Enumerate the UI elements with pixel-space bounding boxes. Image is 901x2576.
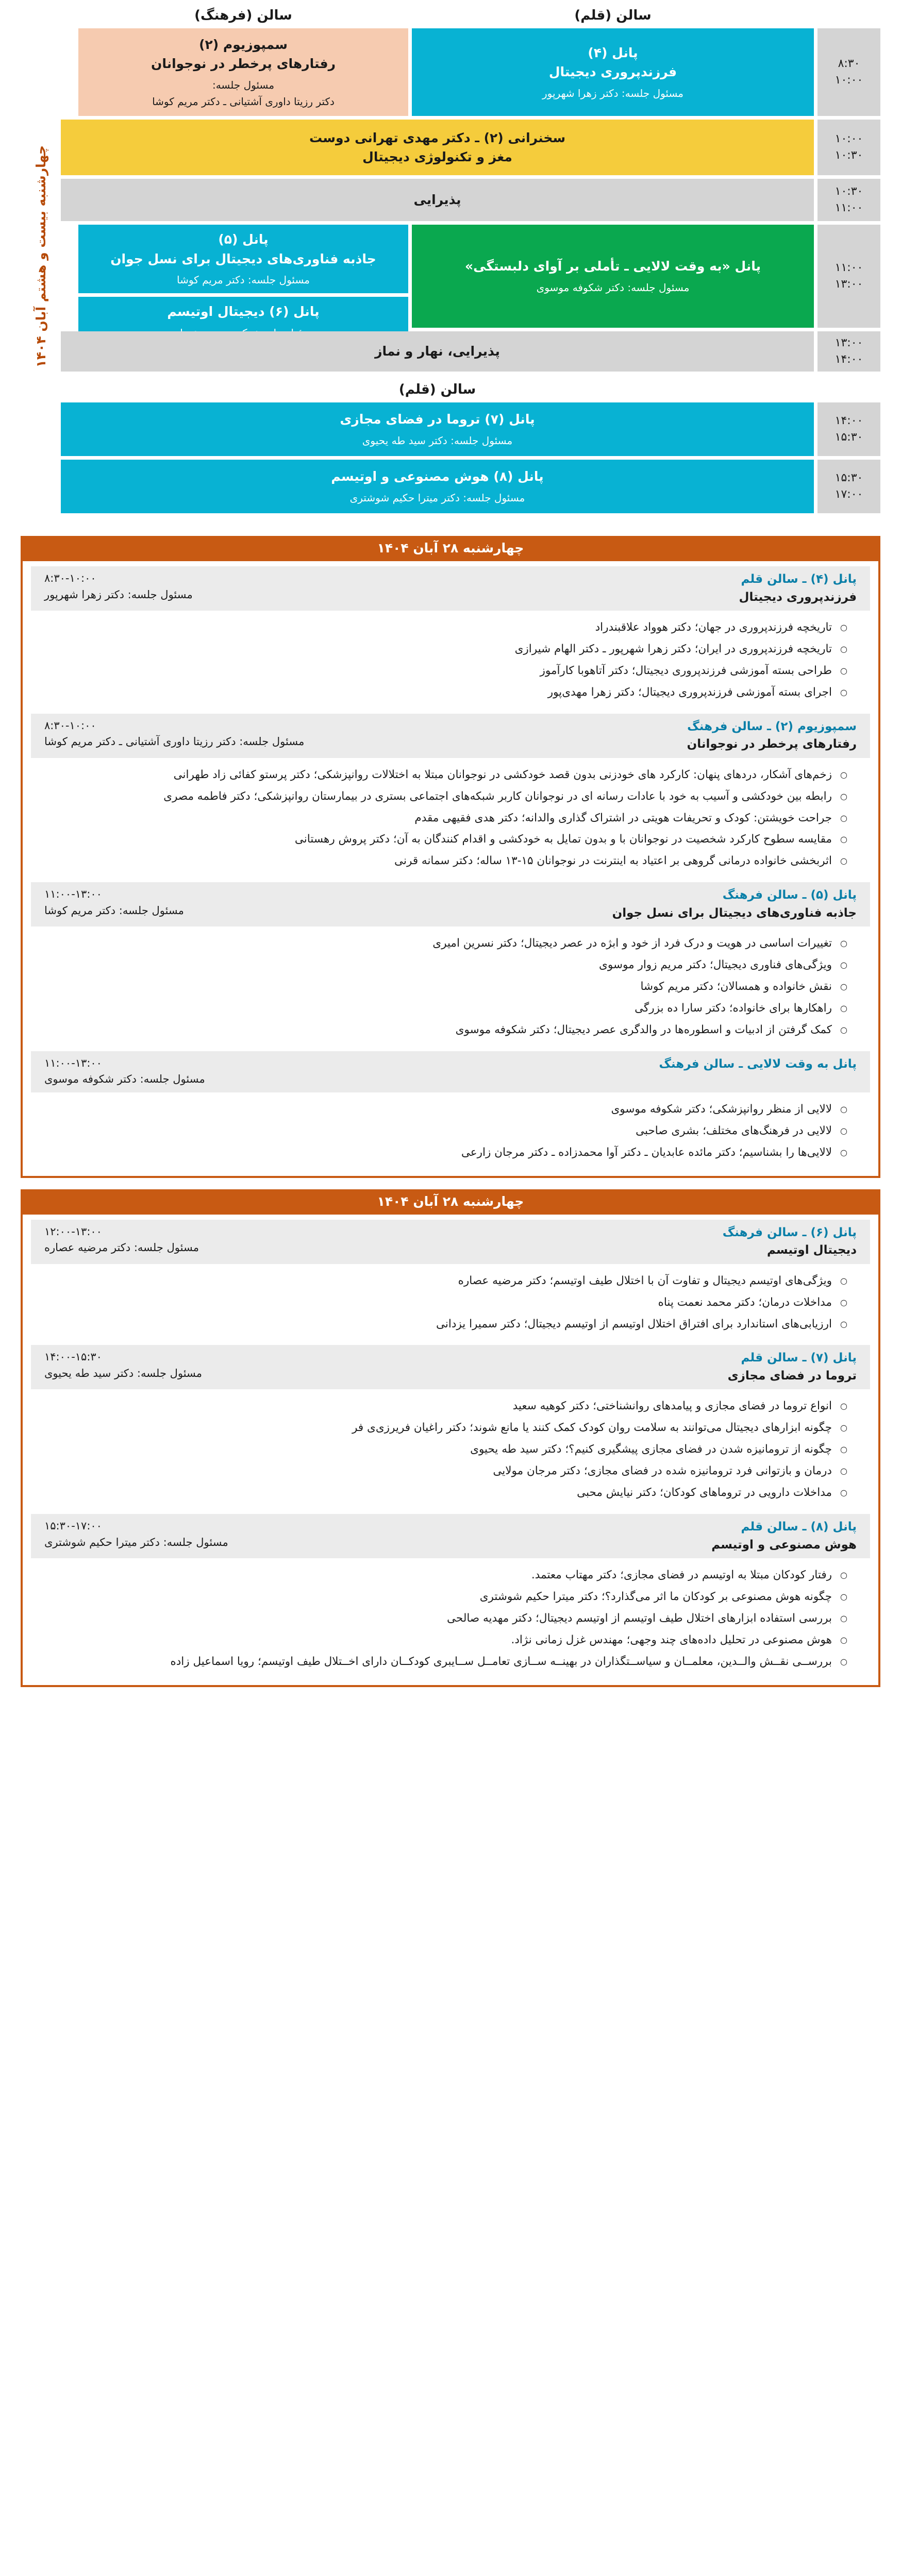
detail-section-2 [21,1189,880,1687]
detail-section-2-body [23,1220,878,1685]
panel-header [31,1051,870,1092]
detail-panel [23,1514,878,1678]
panel-chair: مسئول جلسه: دکتر شکوفه موسوی [44,1073,205,1086]
session-culture-panel5 [78,225,408,293]
time-to: ۱۰:۳۰ [835,149,863,162]
panel-header-left [44,570,193,603]
panel-time: ۱۱:۰۰-۱۳:۰۰ [44,888,102,901]
session-title: پذیرایی [413,192,461,208]
panel-header [31,566,870,611]
hall-header-culture: سالن (فرهنگ) [194,8,292,23]
panel-title: پانل (۶) ـ سالن فرهنگ [722,1225,857,1239]
session-title: پانل (۴) [588,45,638,60]
schedule-row-1 [61,28,880,116]
panel-time: ۱۲:۰۰-۱۳:۰۰ [44,1225,102,1238]
panel-header [31,1220,870,1264]
panel-title: پانل به وقت لالایی ـ سالن فرهنگ [659,1057,857,1071]
session-subtitle: مغز و تکنولوژی دیجیتال [362,149,512,164]
list-item: ○ زخم‌های آشکار، دردهای پنهان: کارکرد های خودزنی بدون قصد خودکشی در نوجوانان مبتلا به اختلالات روانپزشکی؛ دکتر پرستو کفائی زاد طهرانی [54,764,847,786]
list-item: ○ رابطه بین خودکشی و آسیب به خود با عادات رسانه ای در نوجوانان کاربر شبکه‌های اجتماعی بستری در بیمارستان روانپزشکی؛ دکتر فاطمه مصری [54,786,847,807]
session-lunch [61,331,814,372]
list-item: ○ لالایی‌ها را بشناسیم؛ دکتر مائده عابدیان ـ دکتر آوا محمدزاده ـ دکتر مرجان زارعی [54,1142,847,1164]
panel-time: ۸:۳۰-۱۰:۰۰ [44,719,96,732]
panel-items [23,762,878,875]
panel-header-left [44,1224,199,1256]
panel-subtitle: دیجیتال اوتیسم [766,1243,857,1257]
list-item: ○ اثربخشی خانواده درمانی گروهی بر اعتیاد به اینترنت در نوجوانان ۱۵-۱۳ ساله؛ دکتر سمانه قرنی [54,850,847,872]
section-gap-2 [0,1178,901,1189]
list-item: ○ لالایی از منظر روانپزشکی؛ دکتر شکوفه موسوی [54,1099,847,1120]
session-culture-symposium2 [78,28,408,116]
schedule-row-3 [61,179,880,221]
panel-header [31,882,870,927]
hall-header-pen: سالن (قلم) [574,8,652,23]
time-to: ۱۷:۰۰ [835,488,863,501]
session-chair: مسئول جلسه: دکتر مریم کوشا [177,274,310,286]
panel-chair: مسئول جلسه: دکتر مریم کوشا [44,904,184,917]
list-item: ○ بررســی نقــش والــدین، معلمــان و سیاســتگذاران در بهینــه ســازی تعامــل ســایبری کودکــان دارای اخــتلال طیف اوتیسم؛ رویا اسماعیل زاده [54,1651,847,1673]
session-title: سمپوزیوم (۲) [199,37,288,52]
detail-panel [23,566,878,709]
panel-time: ۱۵:۳۰-۱۷:۰۰ [44,1520,102,1533]
panel-chair: مسئول جلسه: دکتر سید طه یحیوی [44,1367,203,1379]
schedule-row-4 [61,225,880,328]
time-to: ۱۳:۰۰ [835,278,863,291]
session-pen-panel7 [61,402,814,456]
session-title: پانل «به وقت لالایی ـ تأملی بر آوای دلبستگی» [465,259,761,274]
session-chair: مسئول جلسه: دکتر شکوفه موسوی [536,281,690,294]
list-item: ○ تغییرات اساسی در هویت و درک فرد از خود و ابژه در عصر دیجیتال؛ دکتر نسرین امیری [54,933,847,954]
panel-time: ۱۱:۰۰-۱۳:۰۰ [44,1056,102,1069]
list-item: ○ بررسی استفاده ابزارهای اختلال طیف اوتیسم از اوتیسم دیجیتال؛ دکتر مهدیه صالحی [54,1608,847,1629]
panel-header-right [612,886,857,922]
time-cell-3 [817,179,880,221]
list-item: ○ ویژگی‌های فناوری دیجیتال؛ دکتر مریم زوار موسوی [54,954,847,976]
panel-items [23,1393,878,1507]
session-chair: مسئول جلسه: دکتر زهرا شهرپور [542,87,684,99]
panel-title: پانل (۸) ـ سالن قلم [741,1520,857,1534]
day-side-label [21,0,61,513]
list-item: ○ تاریخچه فرزندپروری در ایران؛ دکتر زهرا شهرپور ـ دکتر الهام شیرازی [54,638,847,660]
list-item: ○ مقایسه سطوح کارکرد شخصیت در نوجوانان با و بدون تمایل به خودکشی و اقدام کنندگان به آن؛ دکتر پروش رهستانی [54,829,847,850]
panel-chair: مسئول جلسه: دکتر میترا حکیم شوشتری [44,1536,228,1548]
list-item: ○ چگونه هوش مصنوعی بر کودکان ما اثر می‌گذارد؟؛ دکتر میترا حکیم شوشتری [54,1586,847,1608]
time-from: ۱۵:۳۰ [835,472,863,485]
session-subtitle: فرزندپروری دیجیتال [548,64,677,79]
time-from: ۱۰:۰۰ [835,132,863,146]
panel-time: ۱۴:۰۰-۱۵:۳۰ [44,1351,102,1363]
panel-items [23,1562,878,1676]
list-item: ○ اجرای بسته آموزشی فرزندپروری دیجیتال؛ دکتر زهرا مهدی‌پور [54,682,847,703]
panel-header-left [44,886,184,919]
session-chair-2: دکتر رزیتا داوری آشتیانی ـ دکتر مریم کوشا [152,95,335,108]
schedule-row-7 [61,460,880,513]
panel-items [23,931,878,1044]
list-item: ○ مداخلات دارویی در تروماهای کودکان؛ دکتر نیایش محبی [54,1482,847,1504]
panel-header-left [44,718,304,750]
time-cell-2 [817,120,880,175]
hall-header-row-2 [61,375,880,399]
panel-header-left [44,1349,202,1382]
panel-header [31,1514,870,1558]
list-item: ○ جراحت خویشتن: کودک و تحریفات هویتی در اشتراک گذاری والدانه؛ دکتر هدی فقیهی مقدم [54,807,847,829]
panel-items [23,1268,878,1338]
list-item: ○ انواع تروما در فضای مجازی و پیامدهای روانشناختی؛ دکتر کوهیه سعید [54,1395,847,1417]
session-break-1 [61,179,814,221]
panel-chair: مسئول جلسه: دکتر مرضیه عصاره [44,1241,199,1254]
session-pen-panel8 [61,460,814,513]
section-gap-1 [0,513,901,525]
time-from: ۱۴:۰۰ [835,414,863,428]
panel-header-right [687,718,857,753]
list-item: ○ تاریخچه فرزندپروری در جهان؛ دکتر هوواد علاقبندراد [54,617,847,638]
panel-subtitle: هوش مصنوعی و اوتیسم [711,1538,857,1552]
session-pen-lullaby [412,225,814,328]
time-cell-6 [817,402,880,456]
session-title: پانل (۵) [218,232,269,247]
hall-header-pen-2: سالن (قلم) [398,382,476,397]
list-item: ○ مداخلات درمان؛ دکتر محمد نعمت پناه [54,1292,847,1314]
panel-header-right [723,1224,857,1259]
panel-header [31,1345,870,1389]
section-gap-1b [0,525,901,536]
time-from: ۱۳:۰۰ [835,336,863,350]
day-side-label-text: چهارشنبه بیست و هشتم آبان ۱۴۰۴ [33,145,48,368]
panel-header [31,714,870,758]
detail-section-1 [21,536,880,1178]
session-title: پذیرایی، نهار و نماز [375,344,500,359]
time-cell-1 [817,28,880,116]
session-title: پانل (۶) دیجیتال اوتیسم [167,304,320,319]
panel-chair: مسئول جلسه: دکتر زهرا شهرپور [44,588,193,601]
list-item: ○ راهکارها برای خانواده؛ دکتر سارا ده بزرگی [54,998,847,1019]
time-cell-4 [817,225,880,328]
panel-header-left [44,1055,205,1088]
list-item: ○ چگونه از ترومانیزه شدن در فضای مجازی پیشگیری کنیم؟؛ دکتر سید طه یحیوی [54,1439,847,1460]
list-item: ○ نقش خانواده و همسالان؛ دکتر مریم کوشا [54,976,847,998]
detail-panel [23,714,878,878]
session-subtitle: جاذبه فناوری‌های دیجیتال برای نسل جوان [110,251,376,266]
session-chair: مسئول جلسه: دکتر میترا حکیم شوشتری [349,491,525,504]
panel-chair: مسئول جلسه: دکتر رزیتا داوری آشتیانی ـ دکتر مریم کوشا [44,735,305,748]
section-gap-3 [0,1687,901,1698]
time-from: ۱۱:۰۰ [835,261,863,275]
session-chair: مسئول جلسه: دکتر سید طه یحیوی [362,434,513,447]
panel-items [23,1097,878,1167]
list-item: ○ طراحی بسته آموزشی فرزندپروری دیجیتال؛ دکتر آتاهوبا کارآموز [54,660,847,682]
panel-title: سمپوزیوم (۲) ـ سالن فرهنگ [687,719,857,733]
detail-section-2-header: چهارشنبه ۲۸ آبان ۱۴۰۴ [23,1189,878,1215]
schedule-row-2 [61,120,880,175]
panel-subtitle: رفتارهای پرخطر در نوجوانان [687,737,857,751]
panel-header-left [44,1518,228,1551]
schedule-row-6 [61,402,880,456]
session-title: سخنرانی (۲) ـ دکتر مهدی تهرانی دوست [309,130,566,145]
list-item: ○ رفتار کودکان مبتلا به اوتیسم در فضای مجازی؛ دکتر مهتاب معتمد. [54,1564,847,1586]
panel-header-right [659,1055,857,1073]
list-item: ○ ویژگی‌های اوتیسم دیجیتال و تفاوت آن با اختلال طیف اوتیسم؛ دکتر مرضیه عصاره [54,1270,847,1292]
session-lecture2 [61,120,814,175]
session-title: پانل (۸) هوش مصنوعی و اوتیسم [331,469,544,484]
time-to: ۱۱:۰۰ [835,201,863,214]
panel-header-right [739,570,857,606]
panel-subtitle: جاذبه فناوری‌های دیجیتال برای نسل جوان [612,906,857,920]
list-item: ○ لالایی در فرهنگ‌های مختلف؛ بشری صاحبی [54,1120,847,1142]
detail-panel [23,882,878,1046]
panel-title: پانل (۴) ـ سالن قلم [741,573,857,586]
time-cell-7 [817,460,880,513]
panel-header-right [728,1349,857,1385]
list-item: ○ درمان و بازتوانی فرد ترومانیزه شده در فضای مجازی؛ دکتر مرجان مولایی [54,1460,847,1482]
hall-header-row [61,3,880,25]
panel-title: پانل (۷) ـ سالن قلم [741,1351,857,1365]
culture-split-column [78,225,408,328]
session-subtitle: رفتارهای پرخطر در نوجوانان [151,56,336,71]
list-item: ○ ارزیابی‌های استاندارد برای افتراق اختلال اوتیسم از اوتیسم دیجیتال؛ دکتر سمیرا یزدانی [54,1314,847,1335]
panel-items [23,615,878,706]
detail-panel [23,1220,878,1340]
panel-time: ۸:۳۰-۱۰:۰۰ [44,572,96,584]
top-schedule [0,0,901,513]
schedule-row-5 [61,331,880,372]
schedule-grid [61,0,880,513]
panel-title: پانل (۵) ـ سالن فرهنگ [722,888,857,902]
detail-section-1-header: چهارشنبه ۲۸ آبان ۱۴۰۴ [23,536,878,561]
time-to: ۱۴:۰۰ [835,353,863,366]
list-item: ○ کمک گرفتن از ادبیات و اسطوره‌ها در والدگری عصر دیجیتال؛ دکتر شکوفه موسوی [54,1019,847,1041]
session-pen-panel4 [412,28,814,116]
list-item: ○ چگونه ابزارهای دیجیتال می‌توانند به سلامت روان کودک کمک کنند یا مانع شوند؛ دکتر راغیان فریرزی‌ی فر [54,1417,847,1439]
time-cell-5 [817,331,880,372]
time-from: ۱۰:۳۰ [835,185,863,198]
time-from: ۸:۳۰ [838,57,860,71]
panel-subtitle: تروما در فضای مجازی [727,1369,857,1383]
time-to: ۱۵:۳۰ [835,431,863,444]
panel-header-right [711,1518,857,1554]
detail-panel [23,1051,878,1169]
session-title: پانل (۷) تروما در فضای مجازی [340,412,535,427]
panel-subtitle: فرزندپروری دیجیتال [739,590,857,604]
list-item: ○ هوش مصنوعی در تحلیل داده‌های چند وجهی؛ مهندس غزل زمانی نژاد. [54,1629,847,1651]
detail-panel [23,1345,878,1509]
session-chair: مسئول جلسه: [212,78,275,91]
time-to: ۱۰:۰۰ [835,74,863,87]
detail-section-1-body [23,566,878,1176]
